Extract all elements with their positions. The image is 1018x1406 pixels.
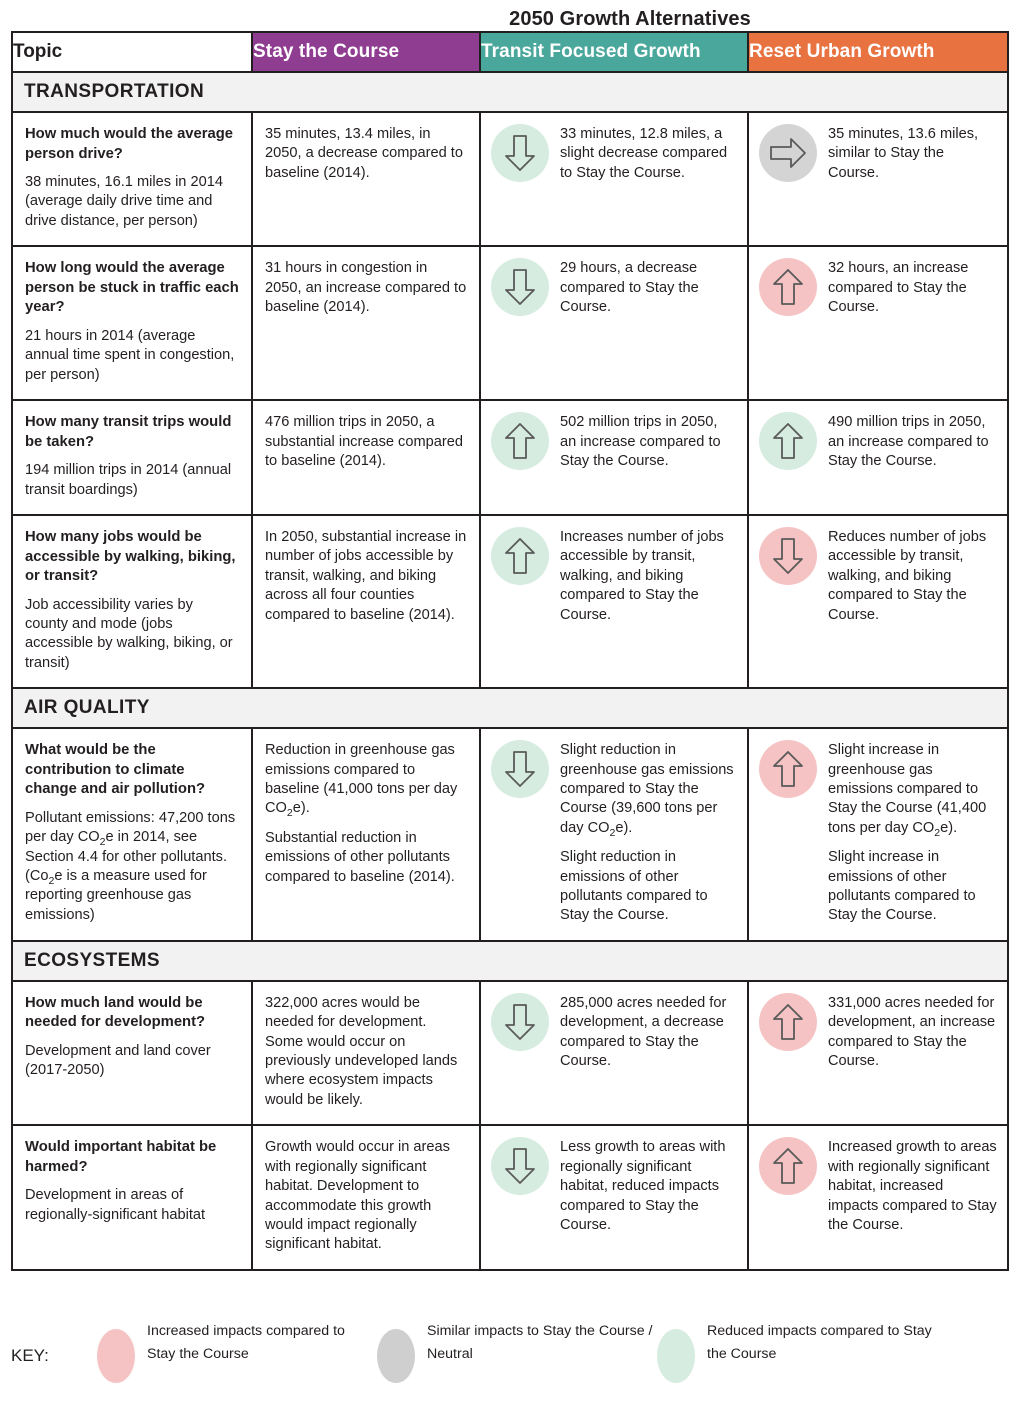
- arrow-down-icon: [491, 740, 549, 798]
- topic-cell-climate: [12, 728, 252, 941]
- table-row-jobs: [12, 515, 1008, 688]
- impact-group: [491, 413, 737, 471]
- transit-focused-cell-climate: [480, 728, 748, 941]
- cell-text: 322,000 acres would be needed for development. Some would occur on previously undeveloped lands where ecosystem impacts would be likely.: [265, 994, 458, 1108]
- stay-the-course-cell-congestion: [252, 246, 480, 400]
- topic-subtext: Development and land cover (2017-2050): [25, 1042, 211, 1079]
- cell-text: 32 hours, an increase compared to Stay the Course.: [828, 260, 969, 316]
- cell-text-1: [265, 741, 467, 819]
- topic-subtext: [25, 809, 239, 925]
- cell-text: Growth would occur in areas with regionally significant habitat. Development to accommodate this growth would impact regionally significant habitat.: [265, 1139, 450, 1253]
- cell-text: Increased growth to areas with regionally significant habitat, increased impacts compared to Stay the Course.: [828, 1139, 997, 1233]
- section-header-air-quality: [12, 688, 1008, 728]
- arrow-up-icon: [491, 527, 549, 585]
- topic-question: How much land would be needed for development?: [25, 994, 206, 1031]
- key-item-label: Similar impacts to Stay the Course / Neutral: [427, 1323, 653, 1362]
- section-label: ECOSYSTEMS: [12, 941, 1008, 981]
- transit-focused-cell-congestion: [480, 246, 748, 400]
- column-header-reset-urban-growth: Reset Urban Growth: [748, 32, 1008, 72]
- topic-subtext: 38 minutes, 16.1 miles in 2014 (average daily drive time and drive distance, per person): [25, 174, 223, 229]
- transit-focused-cell-habitat: [480, 1125, 748, 1269]
- arrow-up-icon: [759, 1137, 817, 1195]
- topic-question: Would important habitat be harmed?: [25, 1139, 217, 1175]
- arrow-down-icon: [759, 527, 817, 585]
- gray-circle-icon: [377, 1329, 415, 1383]
- topic-cell-land: [12, 981, 252, 1125]
- topic-cell-drive: [12, 112, 252, 246]
- transit-focused-cell-transit-trips: [480, 400, 748, 515]
- stay-the-course-cell-climate: [252, 728, 480, 941]
- topic-subtext: Job accessibility varies by county and mode (jobs accessible by walking, biking, or transit): [25, 596, 233, 671]
- arrow-up-icon: [759, 993, 817, 1051]
- impact-group: [759, 1138, 997, 1235]
- green-circle-icon: [657, 1329, 695, 1383]
- stay-the-course-cell-drive: [252, 112, 480, 246]
- topic-cell-habitat: [12, 1125, 252, 1269]
- topic-cell-transit-trips: [12, 400, 252, 515]
- impact-group: [759, 125, 997, 183]
- arrow-down-icon: [491, 258, 549, 316]
- cell-text: 490 million trips in 2050, an increase compared to Stay the Course.: [828, 414, 989, 469]
- cell-text-2: Substantial reduction in emissions of other pollutants compared to baseline (2014).: [265, 829, 455, 885]
- subscript-two: 2: [609, 826, 616, 839]
- impact-group: [491, 125, 737, 183]
- impact-group: [759, 413, 997, 471]
- impact-group: [759, 259, 997, 317]
- key-label: KEY:: [11, 1346, 49, 1365]
- subscript-two: 2: [99, 836, 106, 849]
- subtext-part-b: e in 2014, see Section 4.4 for other pollutants.: [25, 829, 228, 865]
- cell-text: In 2050, substantial increase in number of jobs accessible by transit, walking, and biking across all four counties compared to baseline (2014).: [265, 528, 467, 623]
- table-header-group-row: [12, 8, 1008, 32]
- cell-text: Less growth to areas with regionally significant habitat, reduced impacts compared to Stay the Course.: [560, 1139, 726, 1233]
- text-part-a: Reduction in greenhouse gas emissions compared to baseline (41,000 tons per day CO: [265, 742, 458, 817]
- cell-text: 33 minutes, 12.8 miles, a slight decrease compared to Stay the Course.: [560, 126, 728, 181]
- table-row-drive: [12, 112, 1008, 246]
- pink-circle-icon: [97, 1329, 135, 1383]
- table-row-congestion: [12, 246, 1008, 400]
- header-spacer: [12, 8, 252, 32]
- text-part-b: e).: [615, 819, 633, 836]
- table-row-transit-trips: [12, 400, 1008, 515]
- arrow-up-icon: [759, 412, 817, 470]
- topic-subtext: 21 hours in 2014 (average annual time spent in congestion, per person): [25, 327, 235, 383]
- table-row-land: [12, 981, 1008, 1125]
- cell-text: 35 minutes, 13.4 miles, in 2050, a decrease compared to baseline (2014).: [265, 126, 463, 181]
- impact-group: [491, 528, 737, 625]
- cell-text: 285,000 acres needed for development, a decrease compared to Stay the Course.: [560, 994, 727, 1070]
- text-part-b: e).: [940, 819, 958, 836]
- arrow-down-icon: [491, 993, 549, 1051]
- arrow-up-icon: [491, 412, 549, 470]
- subtext-part-c: (Co: [25, 868, 49, 884]
- impact-group: [759, 741, 997, 926]
- arrow-right-icon: [759, 124, 817, 182]
- subtext-part-a: Pollutant emissions: 47,200 tons per day CO: [25, 809, 236, 846]
- cell-text-1: [560, 741, 737, 838]
- impact-group: [491, 994, 737, 1072]
- stay-the-course-cell-transit-trips: [252, 400, 480, 515]
- cell-text: 29 hours, a decrease compared to Stay the Course.: [560, 260, 699, 316]
- cell-text-2: Slight increase in emissions of other pollutants compared to Stay the Course.: [828, 849, 976, 924]
- column-header-transit-focused-growth: Transit Focused Growth: [480, 32, 748, 72]
- arrow-down-icon: [491, 1137, 549, 1195]
- table-row-climate: [12, 728, 1008, 941]
- table-row-habitat: [12, 1125, 1008, 1269]
- reset-urban-cell-jobs: [748, 515, 1008, 688]
- text-part-b: e).: [292, 800, 310, 817]
- impact-group: [491, 1138, 737, 1235]
- arrow-down-icon: [491, 124, 549, 182]
- key-item-reduced-impacts: [657, 1320, 937, 1383]
- text-part-a: Slight increase in greenhouse gas emissions compared to Stay the Course (41,400 tons per day CO: [828, 742, 987, 836]
- growth-alternatives-group-title: 2050 Growth Alternatives: [252, 8, 1008, 32]
- key-item-increased-impacts: [97, 1320, 377, 1383]
- text-part-a: Slight reduction in greenhouse gas emissions compared to Stay the Course (39,600 tons per day CO: [560, 742, 734, 836]
- subtext-part-d: e is a measure used for reporting greenhouse gas emissions): [25, 868, 207, 923]
- topic-question: What would be the contribution to climate change and air pollution?: [25, 742, 206, 798]
- impact-group: [491, 741, 737, 926]
- transit-focused-cell-land: [480, 981, 748, 1125]
- section-header-transportation: [12, 72, 1008, 112]
- reset-urban-cell-land: [748, 981, 1008, 1125]
- stay-the-course-cell-jobs: [252, 515, 480, 688]
- stay-the-course-cell-habitat: [252, 1125, 480, 1269]
- topic-question: How many jobs would be accessible by walking, biking, or transit?: [25, 528, 236, 585]
- table-header-columns-row: [12, 32, 1008, 72]
- subscript-two: 2: [286, 807, 293, 820]
- section-label: AIR QUALITY: [12, 688, 1008, 728]
- subscript-two: 2: [48, 874, 55, 887]
- stay-the-course-cell-land: [252, 981, 480, 1125]
- cell-text: 502 million trips in 2050, an increase compared to Stay the Course.: [560, 414, 721, 469]
- topic-cell-congestion: [12, 246, 252, 400]
- cell-text: 35 minutes, 13.6 miles, similar to Stay the Course.: [828, 126, 979, 181]
- legend-key: [11, 1320, 1007, 1383]
- key-item-similar-impacts: [377, 1320, 657, 1383]
- topic-question: How many transit trips would be taken?: [25, 414, 232, 450]
- topic-cell-jobs: [12, 515, 252, 688]
- cell-text: 331,000 acres needed for development, an increase compared to Stay the Course.: [828, 994, 996, 1070]
- transit-focused-cell-jobs: [480, 515, 748, 688]
- subscript-two: 2: [934, 826, 941, 839]
- reset-urban-cell-transit-trips: [748, 400, 1008, 515]
- cell-text: 476 million trips in 2050, a substantial increase compared to baseline (2014).: [265, 414, 463, 469]
- topic-question: How long would the average person be stuck in traffic each year?: [25, 260, 239, 316]
- arrow-up-icon: [759, 740, 817, 798]
- cell-text: Increases number of jobs accessible by transit, walking, and biking compared to Stay the Course.: [560, 528, 724, 623]
- topic-subtext: Development in areas of regionally-significant habitat: [25, 1187, 206, 1223]
- cell-text: Reduces number of jobs accessible by transit, walking, and biking compared to Stay the Course.: [828, 528, 987, 623]
- key-item-label: Increased impacts compared to Stay the Course: [147, 1323, 345, 1362]
- section-label: TRANSPORTATION: [12, 72, 1008, 112]
- reset-urban-cell-habitat: [748, 1125, 1008, 1269]
- topic-question: How much would the average person drive?: [25, 126, 234, 162]
- impact-group: [491, 259, 737, 317]
- cell-text-1: [828, 741, 997, 838]
- reset-urban-cell-climate: [748, 728, 1008, 941]
- section-header-ecosystems: [12, 941, 1008, 981]
- column-header-stay-the-course: Stay the Course: [252, 32, 480, 72]
- impact-group: [759, 528, 997, 625]
- column-header-topic: Topic: [12, 32, 252, 72]
- growth-alternatives-comparison-page: [0, 8, 1018, 1406]
- reset-urban-cell-congestion: [748, 246, 1008, 400]
- alternatives-matrix-table: [11, 8, 1009, 1271]
- key-item-label: Reduced impacts compared to Stay the Course: [707, 1323, 932, 1362]
- arrow-up-icon: [759, 258, 817, 316]
- impact-group: [759, 994, 997, 1072]
- cell-text: [828, 741, 997, 926]
- cell-text-2: Slight reduction in emissions of other pollutants compared to Stay the Course.: [560, 849, 708, 924]
- reset-urban-cell-drive: [748, 112, 1008, 246]
- topic-subtext: 194 million trips in 2014 (annual transit boardings): [25, 462, 232, 498]
- cell-text: [560, 741, 737, 926]
- transit-focused-cell-drive: [480, 112, 748, 246]
- cell-text: 31 hours in congestion in 2050, an increase compared to baseline (2014).: [265, 260, 467, 316]
